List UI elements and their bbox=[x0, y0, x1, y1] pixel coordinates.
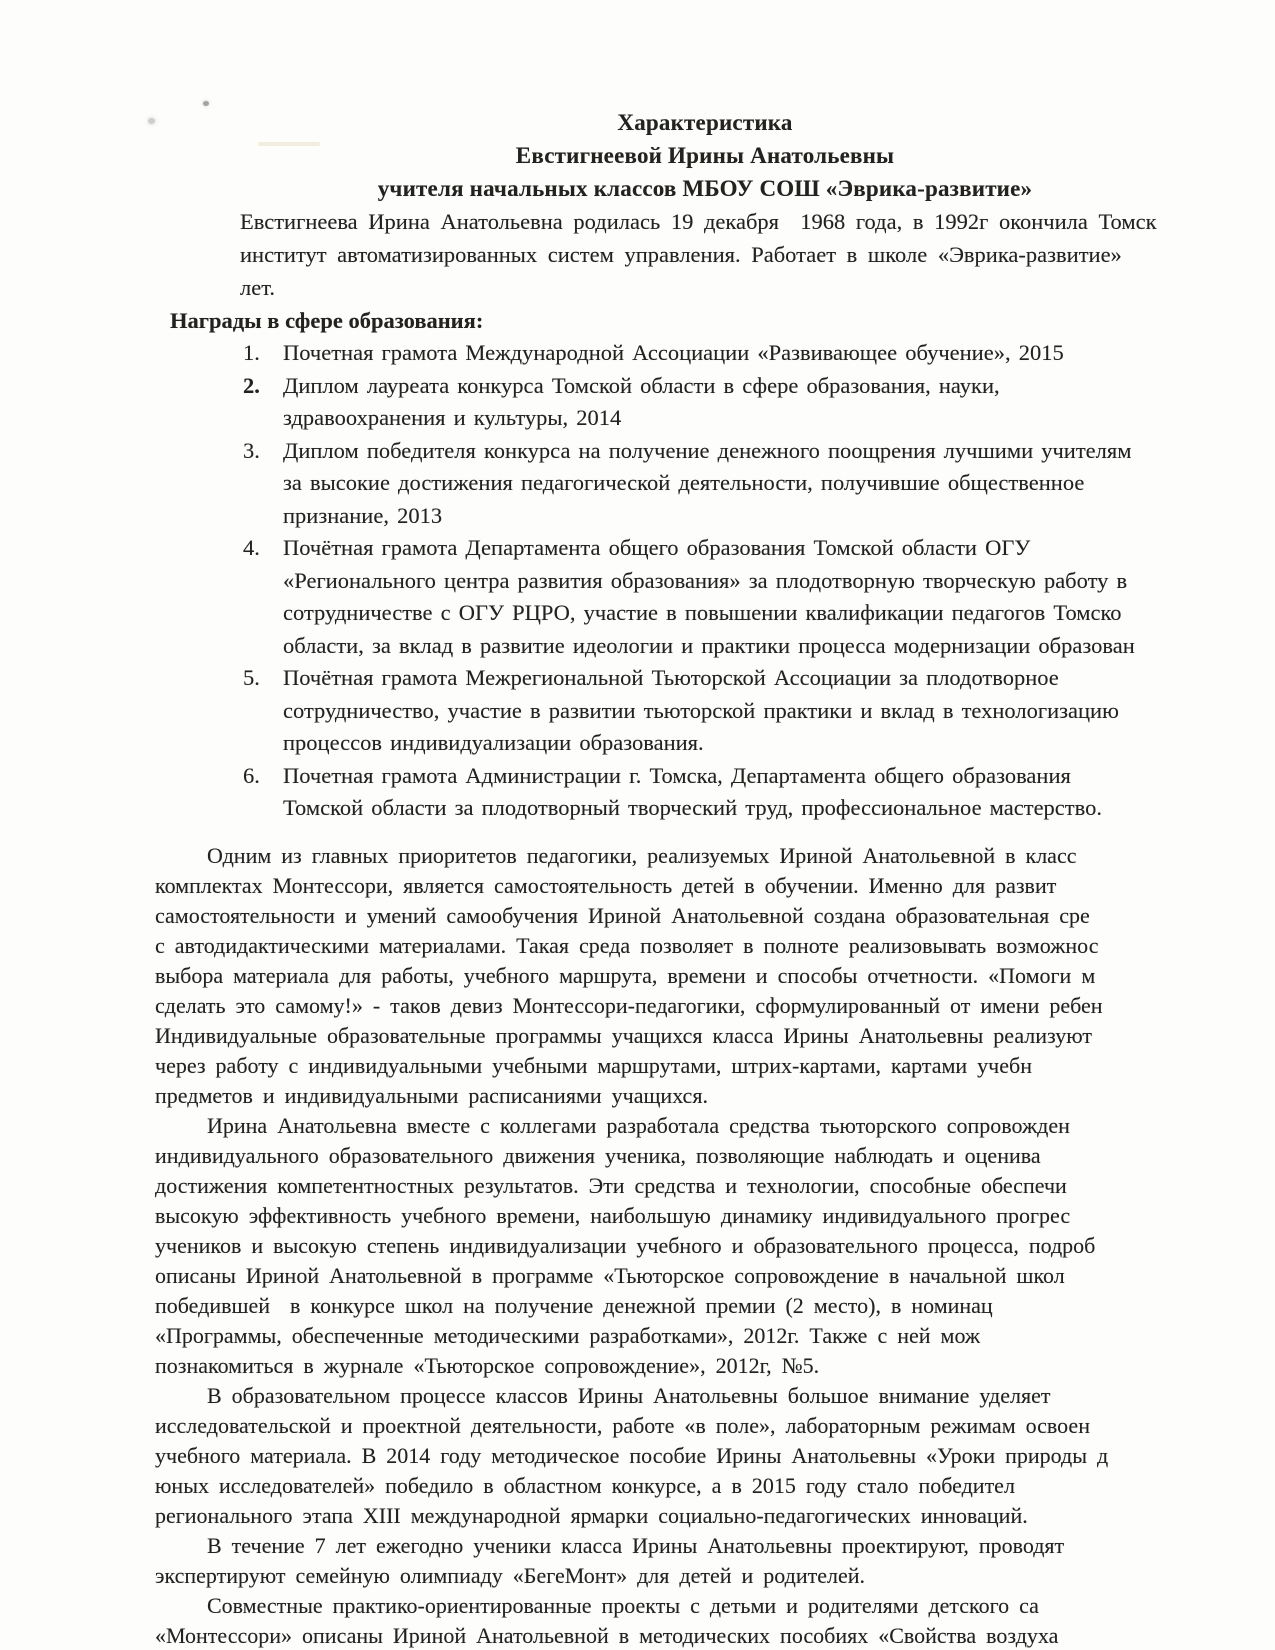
body-paragraphs bbox=[155, 841, 1275, 1650]
award-text bbox=[283, 435, 1131, 533]
award-text bbox=[283, 337, 1064, 370]
award-number: 1. bbox=[243, 340, 260, 365]
award-item bbox=[243, 532, 1275, 662]
paragraph-line: достижения компетентностных результатов. Эти средства и технологии, способные обеспечи bbox=[155, 1172, 1067, 1198]
paragraph-line: В образовательном процессе классов Ирины Анатольевны большое внимание уделяет bbox=[207, 1382, 1051, 1408]
paragraph-line: Ирина Анатольевна вместе с коллегами разработала средства тьюторского сопровожден bbox=[207, 1112, 1070, 1138]
award-number: 6. bbox=[243, 762, 260, 788]
award-line: Почетная грамота Международной Ассоциации «Развивающее обучение», 2015 bbox=[283, 340, 1064, 365]
award-line: Диплом лауреата конкурса Томской области в сфере образования, науки, bbox=[283, 372, 1000, 398]
award-number: 4. bbox=[243, 535, 260, 560]
award-line: Почётная грамота Межрегиональной Тьюторской Ассоциации за плодотворное bbox=[283, 665, 1059, 690]
paragraph-line: самостоятельности и умений самообучения Ириной Анатольевной создана образовательная сре bbox=[155, 902, 1090, 928]
paragraph-line: индивидуального образовательного движения ученика, позволяющие наблюдать и оценива bbox=[155, 1142, 1041, 1168]
paragraph-line: с автодидактическими материалами. Такая среда позволяет в полноте реализовывать возможнос bbox=[155, 932, 1099, 958]
paragraph-line: сделать это самому!» - таков девиз Монтессори-педагогики, сформулированный от имени ребен bbox=[155, 992, 1103, 1018]
award-line: сотрудничестве с ОГУ РЦРО, участие в повышении квалификации педагогов Томско bbox=[283, 600, 1122, 625]
awards-heading: Награды в сфере образования: bbox=[170, 308, 484, 333]
intro-line: лет. bbox=[240, 275, 275, 300]
awards-list bbox=[243, 337, 1275, 825]
paragraph-line: высокую эффективность учебного времени, наибольшую динамику индивидуального прогрес bbox=[155, 1202, 1071, 1228]
paragraph-line: описаны Ириной Анатольевной в программе «Тьюторское сопровождение в начальной школ bbox=[155, 1262, 1065, 1288]
intro-paragraph bbox=[240, 205, 1275, 304]
paragraph-line: В течение 7 лет ежегодно ученики класса Ирины Анатольевны проектируют, проводят bbox=[207, 1532, 1065, 1558]
document-title-block bbox=[155, 106, 1255, 205]
award-line: Почетная грамота Администрации г. Томска, Департамента общего образования bbox=[283, 762, 1071, 788]
award-item bbox=[243, 337, 1275, 370]
title-line: Евстигнеевой Ирины Анатольевны bbox=[515, 143, 895, 168]
title-line: Характеристика bbox=[617, 110, 793, 135]
award-text bbox=[283, 760, 1102, 825]
paragraph-line: победившей в конкурсе школ на получение денежной премии (2 место), в номинац bbox=[155, 1292, 993, 1318]
award-line: Диплом победителя конкурса на получение денежного поощрения лучшими учителям bbox=[283, 437, 1132, 463]
award-item bbox=[243, 662, 1275, 760]
award-line: сотрудничество, участие в развитии тьюторской практики и вклад в технологизацию bbox=[283, 697, 1119, 723]
paragraph-line: комплектах Монтессори, является самостоятельность детей в обучении. Именно для развит bbox=[155, 872, 1057, 898]
award-text bbox=[283, 370, 1000, 435]
paragraph-line: предметов и индивидуальными расписаниями учащихся. bbox=[155, 1082, 708, 1108]
scan-artifact bbox=[148, 118, 155, 124]
award-item bbox=[243, 370, 1275, 435]
award-item bbox=[243, 760, 1275, 825]
award-text bbox=[283, 662, 1119, 760]
paragraph-line: «Программы, обеспеченные методическими разработками», 2012г. Также с ней мож bbox=[155, 1322, 981, 1348]
paragraph-line: Совместные практико-ориентированные проекты с детьми и родителями детского са bbox=[207, 1592, 1039, 1618]
award-line: признание, 2013 bbox=[283, 502, 443, 528]
paragraph-line: Индивидуальные образовательные программы учащихся класса Ирины Анатольевны реализуют bbox=[155, 1022, 1093, 1048]
intro-line: институт автоматизированных систем управления. Работает в школе «Эврика-развитие» bbox=[240, 242, 1122, 267]
scan-artifact bbox=[258, 142, 320, 146]
title-line: учителя начальных классов МБОУ СОШ «Эврика-развитие» bbox=[377, 176, 1033, 201]
award-number: 5. bbox=[243, 665, 260, 690]
award-item bbox=[243, 435, 1275, 533]
paragraph-line: юных исследователей» победило в областном конкурсе, а в 2015 году стало победител bbox=[155, 1472, 1015, 1498]
paragraph-line: учебного материала. В 2014 году методическое пособие Ирины Анатольевны «Уроки природы д bbox=[155, 1442, 1109, 1468]
award-line: «Регионального центра развития образования» за плодотворную творческую работу в bbox=[283, 567, 1128, 593]
paragraph-line: «Монтессори» описаны Ириной Анатольевной в методических пособиях «Свойства воздуха bbox=[155, 1622, 1059, 1648]
paragraph-line: исследовательской и проектной деятельности, работе «в поле», лабораторным режимам освоен bbox=[155, 1412, 1090, 1438]
intro-line: Евстигнеева Ирина Анатольевна родилась 19 декабря 1968 года, в 1992г окончила Томск bbox=[240, 209, 1157, 234]
paragraph-line: экспертируют семейную олимпиаду «БегеМонт» для детей и родителей. bbox=[155, 1562, 866, 1588]
award-line: Почётная грамота Департамента общего образования Томской области ОГУ bbox=[283, 535, 1031, 560]
award-line: процессов индивидуализации образования. bbox=[283, 730, 704, 755]
paragraph-line: учеников и высокую степень индивидуализации учебного и образовательного процесса, подроб bbox=[155, 1232, 1096, 1258]
scan-artifact bbox=[203, 101, 209, 106]
award-line: здравоохранения и культуры, 2014 bbox=[283, 405, 622, 430]
paragraph-line: регионального этапа XIII международной ярмарки социально-педагогических инноваций. bbox=[155, 1502, 1028, 1528]
paragraph-line: выбора материала для работы, учебного маршрута, времени и способы отчетности. «Помоги м bbox=[155, 962, 1096, 988]
award-number: 3. bbox=[243, 437, 260, 463]
paragraph-line: познакомиться в журнале «Тьюторское сопровождение», 2012г, №5. bbox=[155, 1352, 820, 1378]
paragraph-line: Одним из главных приоритетов педагогики, реализуемых Ириной Анатольевной в класс bbox=[207, 842, 1077, 868]
award-number: 2. bbox=[243, 372, 260, 398]
award-line: за высокие достижения педагогической деятельности, получившие общественное bbox=[283, 470, 1085, 495]
award-line: Томской области за плодотворный творческий труд, профессиональное мастерство. bbox=[283, 795, 1102, 820]
paragraph-line: через работу с индивидуальными учебными маршрутами, штрих-картами, картами учебн bbox=[155, 1052, 1032, 1078]
award-line: области, за вклад в развитие идеологии и практики процесса модернизации образован bbox=[283, 632, 1135, 658]
award-text bbox=[283, 532, 1135, 662]
